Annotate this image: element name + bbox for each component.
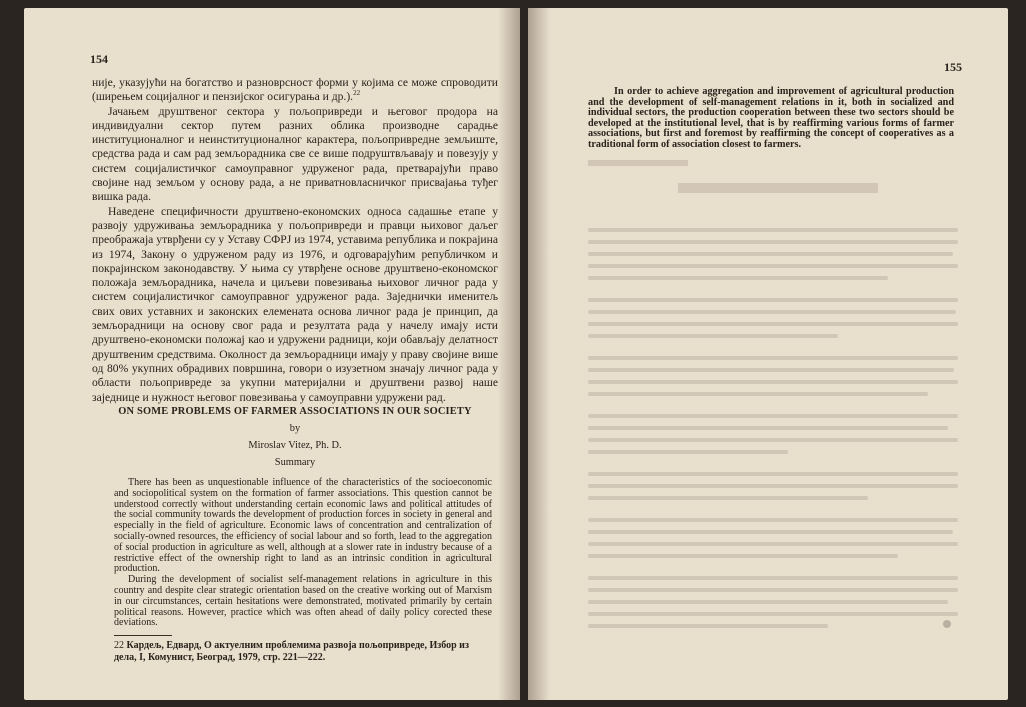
bleed-line (588, 240, 958, 244)
bleed-line (588, 530, 953, 534)
summary-title: ON SOME PROBLEMS OF FARMER ASSOCIATIONS IN OUR SOCIETY (118, 406, 472, 417)
bleed-line (588, 438, 958, 442)
summary-heading-block (92, 406, 498, 468)
bleed-line (588, 518, 958, 522)
bleed-line (588, 624, 828, 628)
footnote-ref: 22 (353, 89, 361, 98)
bleed-line (588, 472, 958, 476)
bleed-line (588, 542, 958, 546)
bleed-line (588, 600, 948, 604)
bleed-line (588, 334, 838, 338)
left-page (24, 8, 520, 700)
right-page (528, 8, 1008, 700)
paragraph: није, указујући на богатство и разноврсност форми у којима се може спроводити (ширењем социјалног и пензијског осигурања и др.).$^{22}$ (92, 76, 498, 104)
bleed-line (588, 554, 898, 558)
left-body-text (92, 76, 498, 405)
paragraph: Наведене специфичности друштвено-економских односа садашње етапе у развоју удруживања земљорадника у пољопривреди и правци њиховог даљег преображаја утврђени су у Уставу СФРЈ из 1974, уставима република и покрајина из 1974, Закону о удруженом раду из 1976, и одговарајућим републичком и покрајинском законодавству. У њима су утврђене основе друштвено-економског положаја земљорадника, начела и циљеви повезивања њиховог личног рада у систем социјалистичког самоуправног удруженог рада. Заједнички именитељ свих ових уставних и законских елемената основа личног рада је принцип, да земљорадници на основу свог рада и резултата рада у начелу имају исти друштвено-економски положај као и удружени радници, који обављају делатност друштвеним средствима. Околност да земљорадници имају у праву својине више од 80% укупних обрадивих површина, говори о изузетном значају личног рада у области пољопривреде за укупни материјални и друштвени развој наше заједнице и нужност његовог повезивања у самоуправни удружени рад. (92, 204, 498, 404)
bleed-line (588, 426, 948, 430)
bleed-line (588, 576, 958, 580)
footnote-number: 22 (114, 640, 124, 651)
summary-text (114, 478, 492, 629)
bleed-line (588, 264, 958, 268)
bleed-line (588, 252, 953, 256)
summary-label: Summary (274, 457, 316, 468)
bleed-line (588, 484, 958, 488)
bleed-line (588, 228, 958, 232)
bleed-line (588, 160, 688, 166)
bleed-line (588, 356, 958, 360)
bleed-line (678, 183, 878, 193)
page-number: 155 (944, 60, 962, 74)
bleed-line (588, 310, 956, 314)
summary-by: by (289, 423, 301, 434)
bleed-line (588, 276, 888, 280)
right-body-text (588, 87, 954, 150)
paragraph: Јачањем друштвеног сектора у пољопривреди и његовог продора на индивидуални сектор путем разних облика производне сарадње институционалног и неинституционалног карактера, пољопривредне земљиште, средства рада и сам рад земљорадника све се више подруштвљавају и повезују у систем социјалистичког самоуправног удруженог рада, претварајући право својине над земљом у основу рада, а не приватновласничког присвајања туђег вишка рада. (92, 104, 498, 204)
bleed-line (588, 450, 788, 454)
summary-paragraph: During the development of socialist self-management relations in agriculture in this country and despite clear strategic orientation based on the creative working out of Marxism in our circumstances, certain hesitations were demonstrated, motivated primarily by certain political reasons. However, practice which was often ahead of daily policy corected these deviations. (114, 574, 492, 629)
bleed-line (588, 368, 954, 372)
bleed-line (588, 322, 958, 326)
bleed-line (588, 380, 958, 384)
bleed-line (588, 496, 868, 500)
footnote-divider (114, 635, 172, 636)
bleed-line (588, 414, 958, 418)
footnote (114, 640, 492, 664)
summary-author: Miroslav Vitez, Ph. D. (248, 440, 342, 451)
bleed-line (588, 392, 928, 396)
paragraph: In order to achieve aggregation and improvement of agricultural production and the development of self-management relations in it, both in socialized and individual sectors, the production cooperation between these two sectors should be developed at the institutional level, that is by reaffirming various forms of farmer associations, but first and foremost by reaffirming the concept of cooperatives as a traditional form of association closest to farmers. (588, 86, 954, 150)
bleed-line (588, 612, 958, 616)
paper-smudge (943, 620, 951, 628)
footnote-text: Кардељ, Едвард, О актуелним проблемима развоја пољопривреде, Избор из дела, I, Комунист, Београд, 1979, стр. 221—222. (114, 640, 469, 663)
bleed-line (588, 588, 958, 592)
page-number: 154 (90, 52, 108, 66)
bleed-line (588, 298, 958, 302)
bleed-through-texture (588, 158, 968, 658)
summary-paragraph: There has been as unquestionable influence of the characteristics of the socioeconomic and sociopolitical system on the formation of farmer associations. This question cannot be understood correctly without understanding certain economic laws and political attitudes of the social community towards the development of production forces in society in general and especially in the field of agriculture. Economic laws of concentration and centralization of socially-owned resources, the efficiency of social labour and so forth, lead to the aggregation of social production in agriculture as well, although at a slower rate in industry because of a restrictive effect of the ownership right to land as an intrinsic condition in agricultural production. (114, 477, 492, 575)
